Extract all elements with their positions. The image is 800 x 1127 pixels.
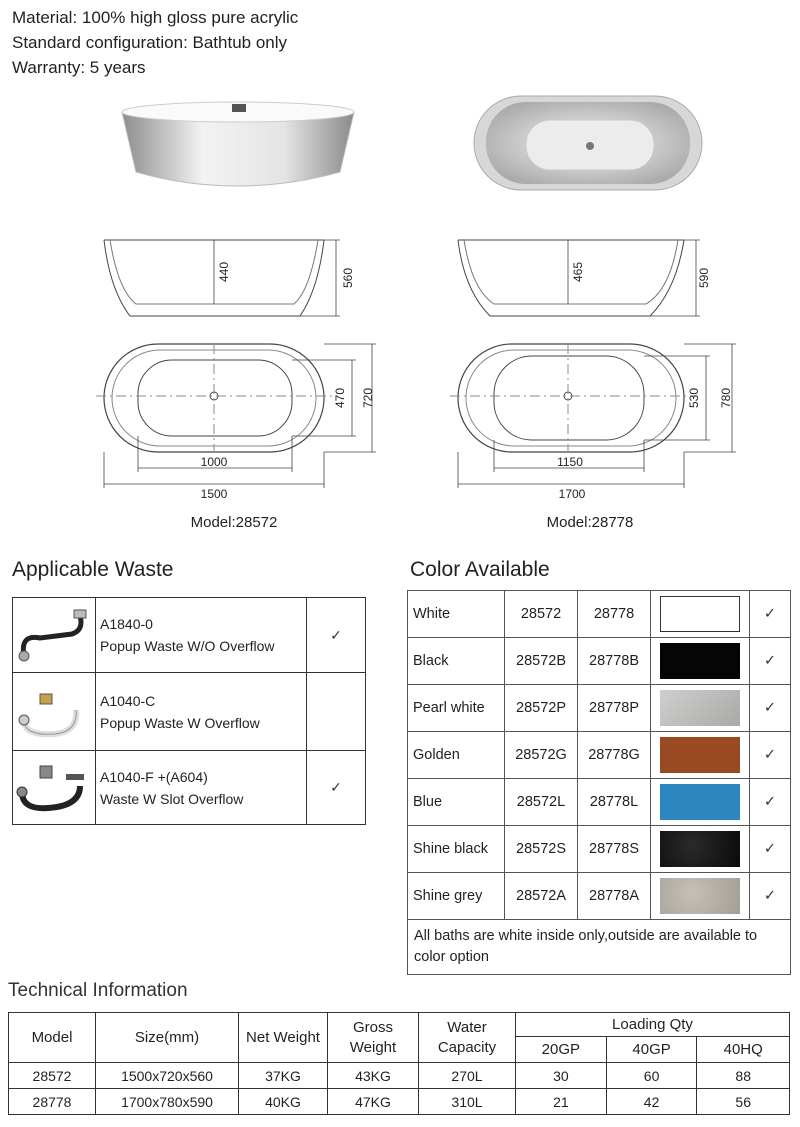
tech-size: 1500x720x560 [96,1063,239,1089]
tech-header-loading-qty: Loading Qty [516,1013,790,1037]
waste-text-cell [96,598,307,673]
color-row [408,732,791,779]
color-check: ✓ [750,873,791,920]
color-swatch-blue [660,784,740,820]
color-swatch-black [660,643,740,679]
color-check: ✓ [750,591,791,638]
tub-photo-28778 [474,96,702,190]
waste-row [13,673,366,751]
color-swatch-cell [651,779,750,826]
color-note-row [408,920,791,975]
color-code-28572: 28572G [505,732,578,779]
tech-header-40hq: 40HQ [697,1037,790,1063]
model-label-28572: Model:28572 [190,514,278,531]
tech-size: 1700x780x590 [96,1089,239,1115]
color-row [408,873,791,920]
color-name: Shine grey [408,873,505,920]
waste-table [12,597,366,825]
color-code-28572: 28572B [505,638,578,685]
tech-header-20gp: 20GP [516,1037,607,1063]
tech-title: Technical Information [8,980,188,1001]
tub-photo-28572 [122,102,354,186]
waste-row [13,751,366,825]
waste-code: A1040-F +(A604) [100,768,208,785]
waste-desc: Popup Waste W Overflow [100,714,260,731]
waste-code: A1040-C [100,692,156,709]
color-code-28778: 28778L [578,779,651,826]
waste-desc: Popup Waste W/O Overflow [100,638,275,654]
tech-header-net-weight: Net Weight [239,1013,328,1063]
tech-header-gross-weight: Gross Weight [328,1013,419,1063]
waste-image-cell [13,751,96,825]
color-title: Color Available [410,558,550,581]
color-code-28572: 28572P [505,685,578,732]
color-name: White [408,591,505,638]
color-swatch-cell [651,591,750,638]
tech-40gp: 42 [606,1089,697,1115]
color-code-28572: 28572L [505,779,578,826]
color-check: ✓ [750,826,791,873]
waste-check: ✓ [307,598,366,673]
color-swatch-shine-grey [660,878,740,914]
color-swatch-pearl-white [660,690,740,726]
color-code-28778: 28778S [578,826,651,873]
waste-image-cell [13,598,96,673]
tech-table [8,1012,790,1115]
color-check: ✓ [750,779,791,826]
tech-net-weight: 40KG [239,1089,328,1115]
color-row [408,591,791,638]
dim-width-28778: 780 [719,387,733,409]
dim-inner-length-28778: 1150 [557,455,583,469]
color-name: Shine black [408,826,505,873]
color-code-28778: 28778 [578,591,651,638]
color-row [408,779,791,826]
color-row [408,638,791,685]
color-swatch-cell [651,638,750,685]
color-swatch-golden [660,737,740,773]
dim-inner-width-28778: 530 [687,387,701,409]
dim-length-28572: 1500 [200,487,228,501]
color-code-28572: 28572S [505,826,578,873]
product-drawings [0,90,800,510]
waste-drain-icon [14,756,92,816]
waste-text-cell [96,673,307,751]
color-code-28572: 28572 [505,591,578,638]
tech-header-40gp: 40GP [606,1037,697,1063]
configuration-spec: Standard configuration: Bathtub only [12,33,288,52]
color-name: Pearl white [408,685,505,732]
color-check: ✓ [750,638,791,685]
color-table [407,590,791,975]
color-name: Blue [408,779,505,826]
color-code-28778: 28778G [578,732,651,779]
tech-row [9,1063,790,1089]
color-swatch-cell [651,826,750,873]
waste-code: A1840-0 [100,616,153,632]
tech-model: 28572 [9,1063,96,1089]
color-swatch-cell [651,732,750,779]
waste-drain-icon [14,604,92,664]
color-check: ✓ [750,732,791,779]
color-swatch-cell [651,873,750,920]
tech-40gp: 60 [606,1063,697,1089]
model-label-28778: Model:28778 [546,514,634,531]
material-spec: Material: 100% high gloss pure acrylic [12,8,299,27]
dim-inner-width-28572: 470 [333,387,347,409]
warranty-spec: Warranty: 5 years [12,58,146,77]
dim-width-28572: 720 [361,387,375,409]
tech-model: 28778 [9,1089,96,1115]
tech-header-water-capacity: Water Capacity [419,1013,516,1063]
tech-gross-weight: 47KG [328,1089,419,1115]
color-note: All baths are white inside only,outside are available to color option [408,920,791,975]
waste-image-cell [13,673,96,751]
waste-drain-icon [14,680,92,740]
color-code-28778: 28778A [578,873,651,920]
tech-40hq: 56 [697,1089,790,1115]
waste-text-cell [96,751,307,825]
tech-row [9,1089,790,1115]
dim-inner-length-28572: 1000 [200,455,228,469]
tech-water-capacity: 310L [419,1089,516,1115]
dim-depth-28572: 440 [217,261,231,283]
color-name: Black [408,638,505,685]
tech-gross-weight: 43KG [328,1063,419,1089]
tech-header-row [9,1013,790,1037]
color-check: ✓ [750,685,791,732]
color-swatch-cell [651,685,750,732]
waste-check: ✓ [307,751,366,825]
waste-desc: Waste W Slot Overflow [100,790,244,807]
tech-net-weight: 37KG [239,1063,328,1089]
color-name: Golden [408,732,505,779]
waste-title: Applicable Waste [12,558,174,581]
color-swatch-white [660,596,740,632]
dim-length-28778: 1700 [558,487,586,501]
waste-row [13,598,366,673]
tech-header-size: Size(mm) [96,1013,239,1063]
tech-header-model: Model [9,1013,96,1063]
color-row [408,685,791,732]
dim-height-28572: 560 [341,267,355,289]
color-row [408,826,791,873]
dim-depth-28778: 465 [571,261,585,283]
tech-water-capacity: 270L [419,1063,516,1089]
tech-20gp: 21 [516,1089,607,1115]
color-swatch-shine-black [660,831,740,867]
dim-height-28778: 590 [697,267,711,289]
tech-20gp: 30 [516,1063,607,1089]
color-code-28778: 28778B [578,638,651,685]
tech-40hq: 88 [697,1063,790,1089]
waste-check [307,673,366,751]
color-code-28778: 28778P [578,685,651,732]
color-code-28572: 28572A [505,873,578,920]
